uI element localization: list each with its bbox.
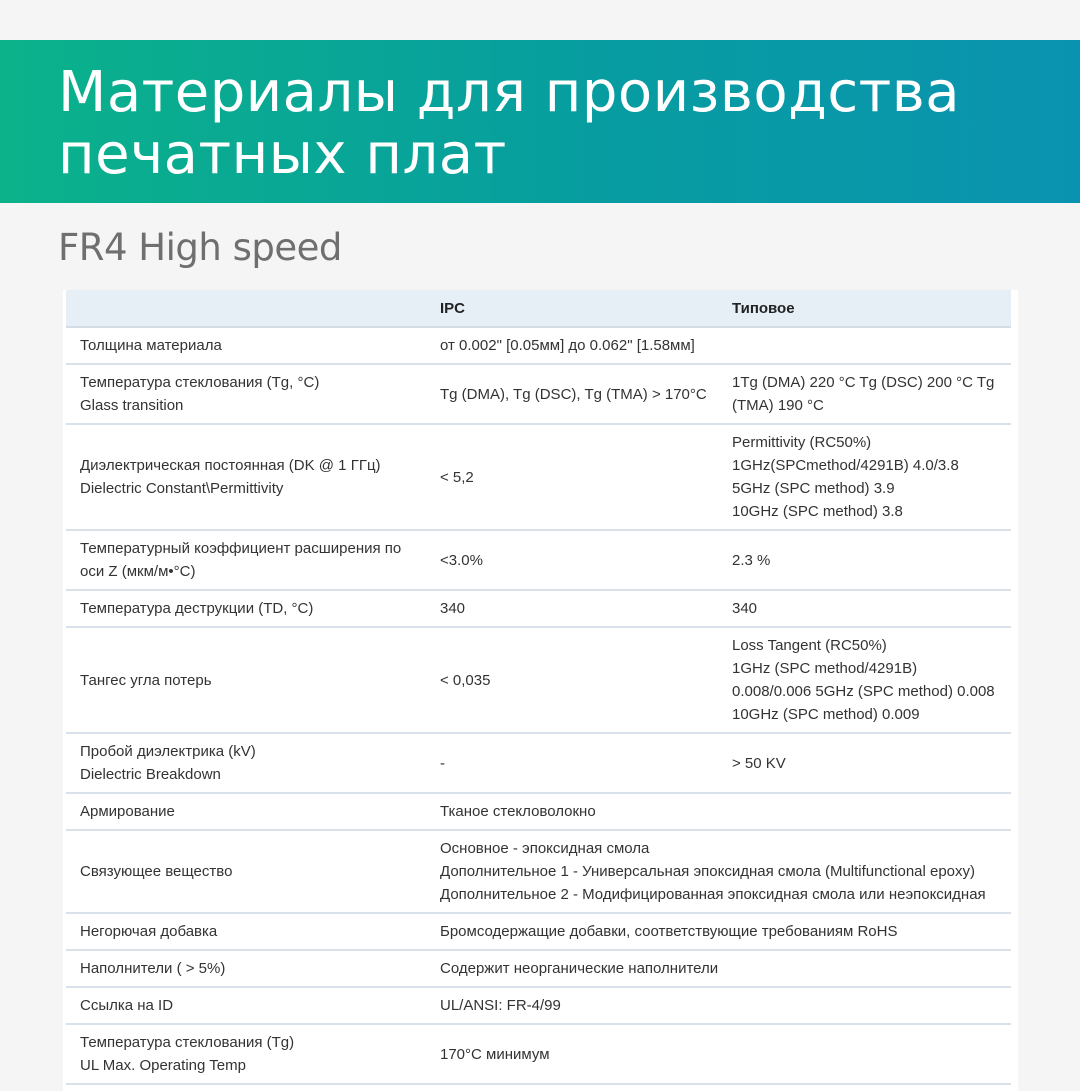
cell-parameter-line: Пробой диэлектрика (kV): [80, 743, 256, 760]
cell-ipc-value-line: <3.0%: [440, 551, 483, 569]
cell-parameter-line: Dielectric Constant\Permittivity: [80, 480, 284, 497]
cell-typical-value: [718, 627, 1011, 733]
cell-ipc-value: [426, 913, 1011, 950]
cell-ipc-value-line: -: [440, 754, 445, 772]
cell-typical-value-line: Loss Tangent (RC50%): [732, 637, 887, 654]
table-row: [66, 627, 1011, 733]
table-row: [66, 913, 1011, 950]
cell-parameter-line: Тангес угла потерь: [80, 671, 212, 689]
table-row: [66, 950, 1011, 987]
cell-parameter: [66, 793, 426, 830]
cell-typical-value: [718, 364, 1011, 424]
page-title: [58, 62, 1080, 186]
cell-parameter: [66, 1024, 426, 1084]
table-row: [66, 327, 1011, 364]
cell-ipc-value-line: от 0.002" [0.05мм] до 0.062" [1.58мм]: [440, 337, 695, 354]
cell-parameter-line: Негорючая добавка: [80, 923, 218, 940]
cell-parameter-line: Температура стеклования (Tg, °C): [80, 374, 320, 391]
cell-typical-value-line: 10GHz (SPC method) 3.8: [732, 503, 903, 520]
table-row: [66, 530, 1011, 590]
table-row: [66, 987, 1011, 1024]
cell-parameter-line: Dielectric Breakdown: [80, 766, 221, 783]
cell-parameter-line: Температура деструкции (TD, °C): [80, 600, 314, 617]
cell-parameter-line: Связующее вещество: [80, 863, 233, 880]
cell-parameter: [66, 950, 426, 987]
cell-typical-value-line: Permittivity (RC50%): [732, 434, 872, 451]
cell-ipc-value-line: Бромсодержащие добавки, соответствующие требованиям RoHS: [440, 923, 898, 940]
cell-ipc-value: [426, 830, 1011, 913]
header-banner: [0, 40, 1080, 203]
cell-ipc-value-line: < 5,2: [440, 468, 474, 486]
cell-parameter-line: Армирование: [80, 803, 175, 820]
cell-typical-value-line: 5GHz (SPC method) 3.9: [732, 480, 895, 497]
cell-ipc-value-line: Дополнительное 1 - Универсальная эпоксидная смола (Multifunctional epoxy): [440, 863, 976, 880]
cell-parameter: [66, 364, 426, 424]
section-subtitle: FR4 High speed: [58, 226, 342, 269]
cell-ipc-value-line: Tg (DMA), Tg (DSC), Tg (TMA) > 170°C: [440, 385, 707, 403]
cell-ipc-value: [426, 327, 1011, 364]
table-row: [66, 364, 1011, 424]
cell-parameter-line: Glass transition: [80, 397, 184, 414]
table-header-row: [66, 290, 1011, 327]
cell-typical-value-line: 0.008/0.006 5GHz (SPC method) 0.008: [732, 683, 995, 700]
cell-ipc-value-line: Основное - эпоксидная смола: [440, 840, 650, 857]
cell-typical-value: [718, 530, 1011, 590]
table-row: [66, 1024, 1011, 1084]
cell-ipc-value-line: < 0,035: [440, 671, 491, 689]
title-line-2: печатных плат: [58, 122, 507, 187]
cell-ipc-value: [426, 530, 718, 590]
cell-ipc-value-line: Содержит неорганические наполнители: [440, 960, 719, 977]
cell-parameter-line: UL Max. Operating Temp: [80, 1057, 246, 1074]
specs-table-container: [63, 290, 1018, 1091]
cell-parameter: [66, 424, 426, 530]
title-line-1: Материалы для производства: [58, 60, 961, 125]
table-row: [66, 830, 1011, 913]
cell-ipc-value: [426, 733, 718, 793]
cell-parameter-line: Температурный коэффициент расширения по оси Z (мкм/м•°C): [80, 540, 402, 580]
cell-parameter: [66, 733, 426, 793]
cell-parameter: [66, 987, 426, 1024]
cell-typical-value-line: 1GHz(SPCmethod/4291B) 4.0/3.8: [732, 457, 959, 474]
cell-parameter: [66, 627, 426, 733]
cell-ipc-value-line: 170°C минимум: [440, 1045, 550, 1063]
cell-typical-value-line: 1Tg (DMA) 220 °C Tg (DSC) 200 °C Tg (TMA) 190 °C: [732, 374, 995, 414]
table-row: [66, 424, 1011, 530]
cell-ipc-value: [426, 627, 718, 733]
cell-typical-value: [718, 424, 1011, 530]
specs-table: [66, 290, 1011, 1085]
cell-typical-value-line: 10GHz (SPC method) 0.009: [732, 706, 920, 723]
cell-ipc-value: [426, 950, 1011, 987]
cell-ipc-value: [426, 987, 1011, 1024]
table-row: [66, 590, 1011, 627]
table-row: [66, 793, 1011, 830]
cell-ipc-value: [426, 590, 718, 627]
cell-typical-value: [718, 733, 1011, 793]
cell-typical-value-line: 340: [732, 600, 758, 617]
cell-parameter-line: Ссылка на ID: [80, 997, 174, 1014]
column-header-typical: Типовое: [718, 290, 1011, 327]
column-header-ipc: IPC: [426, 290, 718, 327]
cell-typical-value: [718, 590, 1011, 627]
cell-parameter-line: Толщина материала: [80, 337, 222, 354]
cell-parameter-line: Температура стеклования (Tg): [80, 1034, 295, 1051]
cell-typical-value-line: > 50 KV: [732, 754, 786, 772]
cell-ipc-value-line: Тканое стекловолокно: [440, 803, 596, 820]
cell-ipc-value: [426, 1024, 1011, 1084]
cell-parameter: [66, 530, 426, 590]
cell-ipc-value-line: Дополнительное 2 - Модифицированная эпоксидная смола или неэпоксидная: [440, 886, 986, 903]
cell-ipc-value-line: 340: [440, 600, 466, 617]
cell-parameter: [66, 327, 426, 364]
cell-parameter: [66, 913, 426, 950]
cell-typical-value-line: 1GHz (SPC method/4291B): [732, 660, 918, 677]
cell-parameter-line: Диэлектрическая постоянная (DK @ 1 ГГц): [80, 457, 381, 474]
cell-ipc-value: [426, 364, 718, 424]
cell-ipc-value: [426, 424, 718, 530]
cell-ipc-value: [426, 793, 1011, 830]
column-header-parameter: [66, 290, 426, 327]
cell-parameter: [66, 590, 426, 627]
cell-parameter: [66, 830, 426, 913]
cell-typical-value-line: 2.3 %: [732, 551, 771, 569]
cell-ipc-value-line: UL/ANSI: FR-4/99: [440, 997, 561, 1014]
table-row: [66, 733, 1011, 793]
cell-parameter-line: Наполнители ( > 5%): [80, 960, 226, 977]
table-body: [66, 327, 1011, 1084]
